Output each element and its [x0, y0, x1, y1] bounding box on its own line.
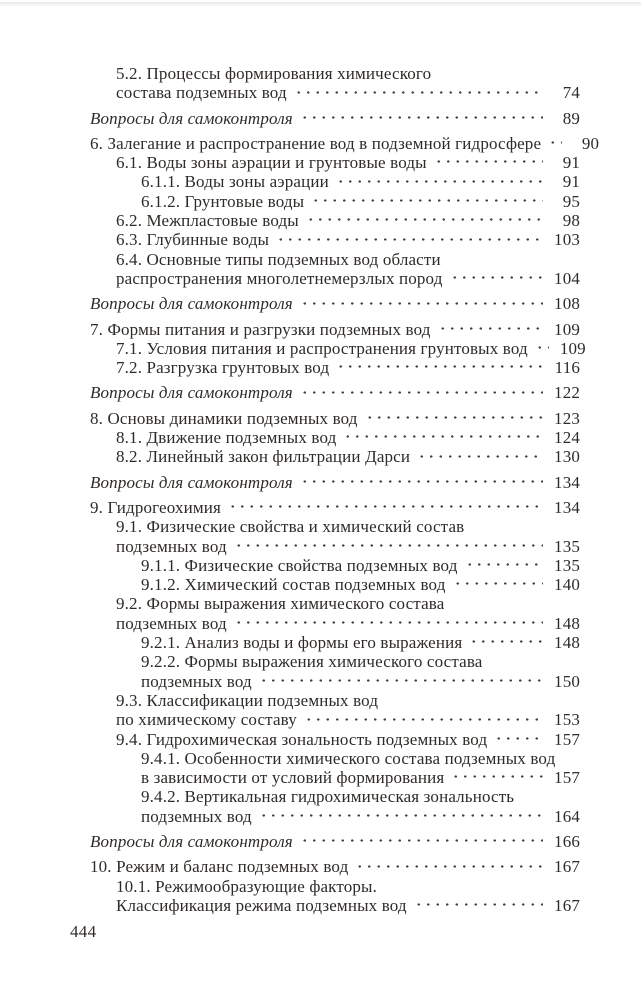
- toc-line-text: Вопросы для самоконтроля: [90, 831, 293, 851]
- toc-line: [0, 250, 580, 269]
- page-number: 153: [554, 710, 580, 730]
- toc-line-text: 6.1.2. Грунтовые воды: [141, 191, 305, 211]
- toc-line-text: 7. Формы питания и разгрузки подземных вод: [90, 319, 431, 339]
- toc-entry: [0, 133, 600, 153]
- toc-line-text: 9. Гидрогеохимия: [90, 497, 221, 517]
- toc-entry: [0, 320, 580, 339]
- dot-leader: [259, 812, 543, 826]
- toc-line: [0, 730, 580, 749]
- dot-leader: [306, 216, 543, 230]
- toc-line-text: Вопросы для самоконтроля: [90, 108, 293, 128]
- toc-entry: [0, 250, 580, 289]
- page-number: 157: [554, 768, 580, 788]
- toc-line-text: 5.2. Процессы формирования химического: [116, 64, 432, 83]
- dot-leader: [311, 197, 543, 211]
- page-number: 164: [554, 806, 580, 826]
- toc-entry: [0, 594, 580, 633]
- toc-line: [0, 192, 580, 211]
- toc-entry: [0, 730, 580, 749]
- dot-leader: [494, 735, 543, 749]
- toc-line-text: 9.1.2. Химический состав подземных вод: [141, 575, 446, 595]
- toc-line-text: 8. Основы динамики подземных вод: [90, 408, 358, 428]
- toc-entry: [0, 857, 580, 876]
- toc-line: [0, 594, 580, 613]
- toc-line-text: 8.1. Движение подземных вод: [116, 428, 337, 448]
- toc-line-text: 6.1. Воды зоны аэрации и грунтовые воды: [116, 153, 427, 173]
- toc-line: [0, 575, 580, 594]
- toc-line-text: 9.2. Формы выражения химического состава: [116, 594, 445, 614]
- page-number: 123: [554, 408, 580, 428]
- toc-line-text: 9.2.2. Формы выражения химического состава: [141, 652, 483, 672]
- toc-line-text: подземных вод: [141, 671, 252, 691]
- toc-line: [0, 633, 580, 652]
- toc-line: [0, 338, 586, 358]
- toc-line: [0, 294, 580, 313]
- toc-line: [0, 807, 580, 826]
- dot-leader: [234, 542, 543, 556]
- toc-entry: [0, 498, 580, 517]
- toc-line-text: 6.2. Межпластовые воды: [116, 211, 299, 231]
- toc-line-text: по химическому составу: [116, 710, 297, 730]
- toc-line-text: Вопросы для самоконтроля: [90, 294, 293, 314]
- toc-line-text: 10. Режим и баланс подземных вод: [90, 857, 349, 877]
- toc-line: [0, 768, 580, 787]
- toc-entry: [0, 787, 580, 826]
- toc-line: [0, 691, 580, 710]
- page-number: 116: [554, 358, 580, 378]
- toc-line: [0, 652, 580, 671]
- toc-line-text: 7.1. Условия питания и распространения грунтовых вод: [116, 338, 528, 358]
- page-number: 167: [554, 895, 580, 915]
- page-number: 150: [554, 671, 580, 691]
- toc-line: [0, 269, 580, 288]
- page-number: 74: [562, 83, 580, 103]
- page-folio-number: 444: [70, 922, 97, 941]
- dot-leader: [300, 114, 543, 128]
- toc-line: [0, 211, 580, 230]
- toc-line: [0, 109, 580, 128]
- toc-line: [0, 877, 580, 896]
- toc-line: [0, 64, 580, 83]
- page-number: 135: [554, 555, 580, 575]
- toc-line: [0, 473, 580, 492]
- toc-line: [0, 832, 580, 851]
- toc-line-text: подземных вод: [116, 536, 227, 556]
- toc-entry: [0, 633, 580, 652]
- dot-leader: [343, 433, 543, 447]
- toc-line-text: 9.4.1. Особенности химического состава подземных вод: [141, 748, 556, 768]
- page-number: 95: [562, 191, 580, 211]
- toc-entry: [0, 428, 580, 447]
- page-number: 167: [554, 857, 580, 877]
- dot-leader: [276, 236, 543, 250]
- toc-line: [0, 857, 580, 876]
- toc-list: [0, 64, 600, 915]
- toc-entry: [0, 517, 580, 556]
- dot-leader: [300, 389, 543, 403]
- toc-entry: [0, 358, 580, 377]
- toc-entry: [0, 409, 580, 428]
- dot-leader: [434, 158, 543, 172]
- page-number: 109: [559, 338, 586, 358]
- toc-line: [0, 447, 580, 466]
- dot-leader: [469, 638, 543, 652]
- toc-line-text: Вопросы для самоконтроля: [90, 472, 293, 492]
- toc-entry: [0, 832, 580, 851]
- toc-line: [0, 787, 580, 806]
- page-number: 135: [554, 536, 580, 556]
- toc-entry: [0, 877, 580, 916]
- toc-line-text: подземных вод: [116, 613, 227, 633]
- toc-line-text: состава подземных вод: [116, 83, 287, 103]
- scan-edge-artifact: [0, 2, 641, 7]
- dot-leader: [414, 901, 543, 915]
- page-number: 98: [562, 211, 580, 231]
- toc-entry: [0, 211, 580, 230]
- toc-line: [0, 133, 600, 153]
- page-number: 148: [554, 633, 580, 653]
- page-number: 148: [554, 613, 580, 633]
- dot-leader: [259, 677, 543, 691]
- page-number: 122: [554, 383, 580, 403]
- page-number: 134: [554, 497, 580, 517]
- toc-entry: [0, 64, 580, 103]
- page-number: 157: [554, 729, 580, 749]
- toc-line: [0, 358, 580, 377]
- page-number: 140: [554, 575, 580, 595]
- page-number: 89: [562, 108, 580, 128]
- dot-leader: [535, 344, 549, 358]
- page-number: 90: [581, 133, 600, 153]
- dot-leader: [355, 863, 543, 877]
- toc-line: [0, 383, 580, 402]
- page-number: 124: [554, 428, 580, 448]
- toc-line: [0, 672, 580, 691]
- toc-line-text: 6.3. Глубинные воды: [116, 230, 270, 250]
- toc-line: [0, 896, 580, 915]
- toc-line: [0, 320, 580, 339]
- toc-entry: [0, 153, 580, 172]
- toc-line: [0, 153, 580, 172]
- dot-leader: [336, 363, 543, 377]
- toc-line: [0, 83, 580, 102]
- toc-line: [0, 614, 580, 633]
- toc-entry: [0, 691, 580, 730]
- toc-line: [0, 172, 580, 191]
- toc-line: [0, 230, 580, 249]
- toc-line: [0, 409, 580, 428]
- toc-line: [0, 517, 580, 536]
- toc-entry: [0, 192, 580, 211]
- page-number: 134: [554, 472, 580, 492]
- toc-line-text: 9.4. Гидрохимическая зональность подземных вод: [116, 729, 488, 749]
- toc-entry: [0, 172, 580, 191]
- toc-line: [0, 749, 580, 768]
- toc-entry: [0, 383, 580, 402]
- dot-leader: [548, 139, 562, 153]
- toc-entry: [0, 652, 580, 691]
- page-number: 103: [554, 230, 580, 250]
- toc-entry: [0, 575, 580, 594]
- page-number: 91: [562, 172, 580, 192]
- toc-line: [0, 710, 580, 729]
- page-number: 104: [554, 268, 580, 288]
- toc-line: [0, 537, 580, 556]
- toc-line-text: распространения многолетнемерзлых пород: [116, 268, 443, 288]
- toc-line-text: 9.3. Классификации подземных вод: [116, 690, 379, 710]
- toc-line-text: 6.4. Основные типы подземных вод области: [116, 249, 441, 269]
- dot-leader: [300, 478, 543, 492]
- toc-line-text: 9.1.1. Физические свойства подземных вод: [141, 555, 458, 575]
- dot-leader: [417, 453, 543, 467]
- page-number: 91: [562, 153, 580, 173]
- toc-entry: [0, 109, 580, 128]
- page-number: 166: [554, 831, 580, 851]
- toc-line: [0, 556, 580, 575]
- toc-line-text: в зависимости от условий формирования: [141, 768, 445, 788]
- dot-leader: [438, 325, 543, 339]
- dot-leader: [453, 580, 544, 594]
- toc-line-text: Классификация режима подземных вод: [116, 895, 407, 915]
- dot-leader: [465, 561, 543, 575]
- dot-leader: [300, 837, 543, 851]
- toc-line-text: 6.1.1. Воды зоны аэрации: [141, 172, 329, 192]
- dot-leader: [336, 178, 543, 192]
- toc-entry: [0, 230, 580, 249]
- toc-line-text: 7.2. Разгрузка грунтовых вод: [116, 358, 330, 378]
- toc-line-text: Вопросы для самоконтроля: [90, 383, 293, 403]
- page-number: 109: [554, 319, 580, 339]
- toc-line-text: 10.1. Режимообразующие факторы.: [116, 876, 377, 896]
- dot-leader: [304, 716, 543, 730]
- toc-line-text: подземных вод: [141, 806, 252, 826]
- dot-leader: [450, 274, 543, 288]
- toc-entry: [0, 473, 580, 492]
- dot-leader: [234, 619, 543, 633]
- toc-line: [0, 428, 580, 447]
- page-number: 108: [554, 294, 580, 314]
- dot-leader: [294, 89, 543, 103]
- toc-line-text: 6. Залегание и распространение вод в подземной гидросфере: [90, 133, 542, 153]
- page-number: 130: [554, 447, 580, 467]
- toc-entry: [0, 447, 580, 466]
- toc-entry: [0, 749, 580, 788]
- toc-line-text: 8.2. Линейный закон фильтрации Дарси: [116, 447, 411, 467]
- toc-line-text: 9.2.1. Анализ воды и формы его выражения: [141, 633, 463, 653]
- dot-leader: [451, 773, 543, 787]
- dot-leader: [365, 414, 543, 428]
- dot-leader: [228, 503, 543, 517]
- toc-entry: [0, 338, 586, 358]
- toc-entry: [0, 294, 580, 313]
- toc-line-text: 9.4.2. Вертикальная гидрохимическая зональность: [141, 787, 515, 807]
- toc-line-text: 9.1. Физические свойства и химический состав: [116, 517, 465, 537]
- dot-leader: [300, 300, 543, 314]
- toc-line: [0, 498, 580, 517]
- toc-entry: [0, 556, 580, 575]
